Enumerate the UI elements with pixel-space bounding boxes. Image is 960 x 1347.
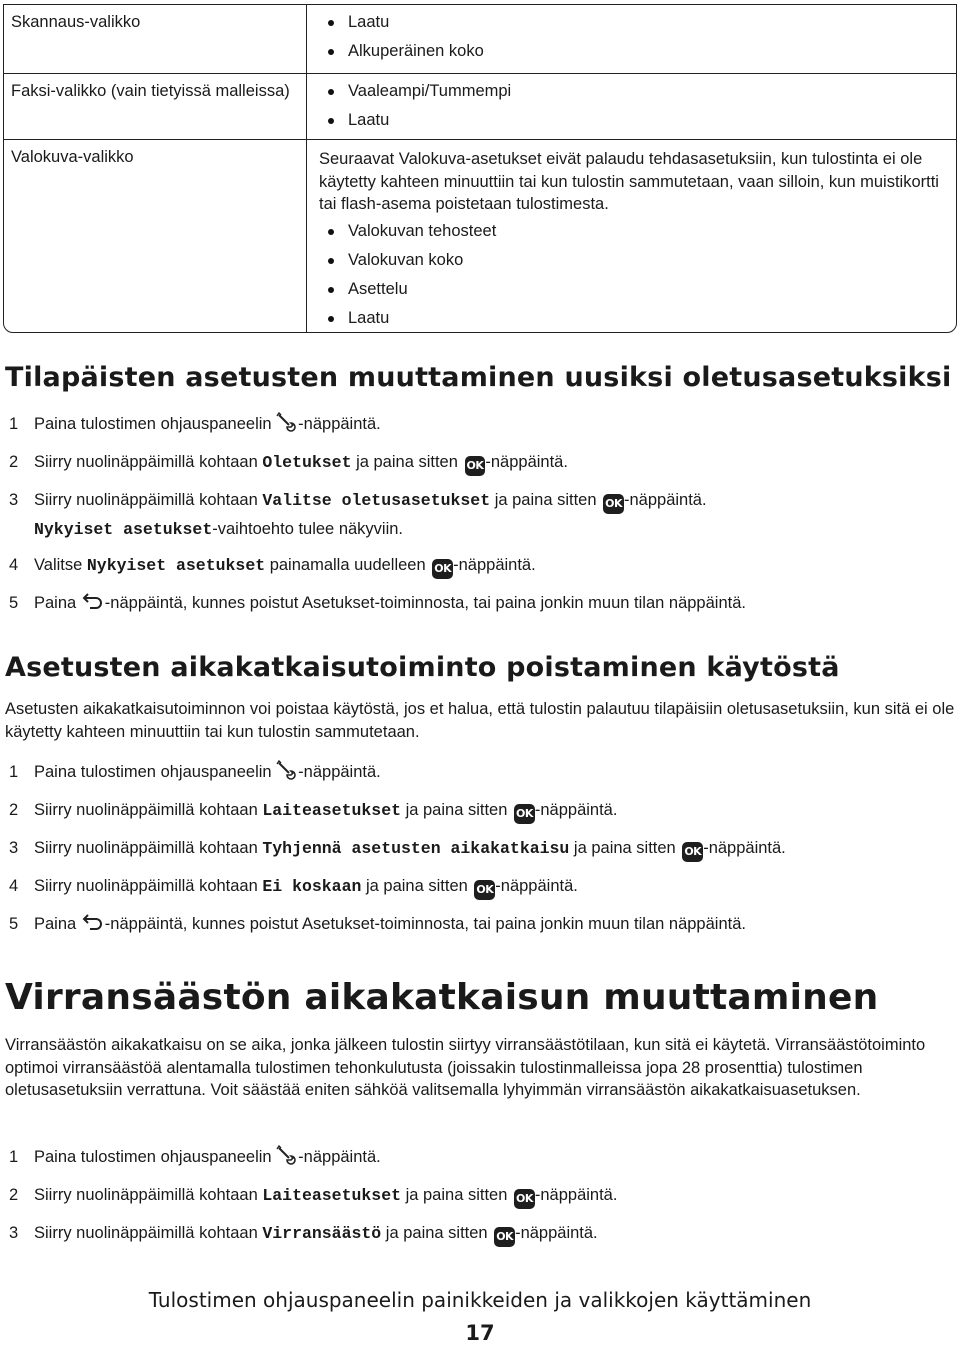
step-item: [9, 760, 960, 798]
step-number: 3: [9, 839, 19, 857]
step-text: -näppäintä.: [515, 1224, 598, 1242]
step-number: 2: [9, 453, 19, 471]
bullet-list: [319, 77, 944, 135]
menu-option: Nykyiset asetukset: [34, 520, 213, 539]
step-item: [9, 798, 960, 836]
step-item: [9, 1145, 960, 1183]
list-item: Laatu: [319, 106, 944, 135]
list-item: Asettelu: [319, 275, 944, 304]
ok-button-icon: OK: [465, 456, 486, 476]
photo-settings-note: Seuraavat Valokuva-asetukset eivät palaudu tehdasasetuksiin, kun tulostinta ei ole käytetty kahteen minuuttiin tai kun tulostin sammutetaan, vaan silloin, kun muistikortti tai flash-asema poistetaan tulostimesta.: [319, 150, 939, 213]
step-list: [9, 412, 960, 629]
step-number: 2: [9, 801, 19, 819]
step-number: 2: [9, 1186, 19, 1204]
step-text: -näppäintä.: [298, 1148, 381, 1166]
step-text: -näppäintä.: [624, 491, 707, 509]
wrench-icon: [276, 1148, 298, 1166]
step-number: 1: [9, 415, 19, 433]
step-number: 5: [9, 594, 19, 612]
step-text: Siirry nuolinäppäimillä kohtaan: [34, 877, 263, 895]
step-text: -näppäintä.: [534, 1186, 618, 1204]
settings-table: [3, 4, 957, 333]
step-item: [9, 450, 960, 488]
menu-option: Laiteasetukset: [262, 1186, 401, 1205]
table-cell-settings: [307, 5, 956, 73]
step-text: ja paina sitten: [490, 491, 602, 509]
step-text: -näppäintä.: [495, 877, 578, 895]
step-text: ja paina sitten: [361, 877, 473, 895]
step-number: 1: [9, 1148, 19, 1166]
step-text: ja paina sitten: [351, 453, 463, 471]
bullet-list: [319, 217, 944, 333]
step-text: -näppäintä, kunnes poistut Asetukset-toiminnosta, tai paina jonkin muun tilan näppäintä.: [104, 594, 746, 612]
ok-button-icon: OK: [432, 559, 453, 579]
table-row: [4, 5, 956, 74]
step-item: [9, 488, 960, 517]
list-item: Laatu: [319, 8, 944, 37]
step-item: [9, 412, 960, 450]
list-item: Vaaleampi/Tummempi: [319, 77, 944, 106]
table-row: [4, 140, 956, 332]
back-arrow-icon: [81, 915, 105, 933]
list-item: Valokuvan tehosteet: [319, 217, 944, 246]
step-text: Siirry nuolinäppäimillä kohtaan: [34, 1186, 263, 1204]
step-text: Paina tulostimen ohjauspaneelin: [34, 1148, 277, 1166]
ok-button-icon: OK: [682, 842, 703, 862]
step-text: Siirry nuolinäppäimillä kohtaan: [34, 839, 263, 857]
menu-option: Tyhjennä asetusten aikakatkaisu: [262, 839, 570, 858]
table-cell-settings: [307, 140, 956, 332]
step-text: Siirry nuolinäppäimillä kohtaan: [34, 491, 263, 509]
step-number: 3: [9, 491, 19, 509]
step-item: [9, 874, 960, 912]
menu-option: Valitse oletusasetukset: [262, 491, 491, 510]
step-text: -näppäintä.: [298, 415, 381, 433]
step-text: painamalla uudelleen: [265, 556, 431, 574]
menu-option: Nykyiset asetukset: [86, 556, 266, 575]
step-text: Valitse: [34, 556, 87, 574]
step-text: -näppäintä, kunnes poistut Asetukset-toiminnosta, tai paina jonkin muun tilan näppäintä.: [104, 915, 746, 933]
step-number: 1: [9, 763, 19, 781]
wrench-icon: [276, 415, 298, 433]
wrench-icon: [276, 763, 298, 781]
ok-button-icon: OK: [603, 494, 624, 514]
step-number: 4: [9, 556, 19, 574]
ok-button-icon: OK: [514, 804, 535, 824]
step-text: -näppäintä.: [703, 839, 786, 857]
step-item: [9, 591, 960, 629]
step-text: Paina: [34, 594, 81, 612]
list-item: Alkuperäinen koko: [319, 37, 944, 66]
section-heading: Virransäästön aikakatkaisun muuttaminen: [5, 977, 879, 1018]
step-text: -näppäintä.: [453, 556, 536, 574]
step-list: [9, 1145, 960, 1259]
step-text: ja paina sitten: [401, 801, 512, 819]
menu-option: Oletukset: [262, 453, 352, 472]
back-arrow-icon: [81, 594, 105, 612]
step-item: [9, 912, 960, 950]
step-item: [9, 553, 960, 591]
table-cell-menu: Valokuva-valikko: [4, 140, 307, 332]
table-cell-settings: [307, 74, 956, 139]
step-text: ja paina sitten: [401, 1186, 512, 1204]
step-text: -vaihtoehto tulee näkyviin.: [212, 520, 404, 538]
menu-option: Virransäästö: [262, 1224, 382, 1243]
list-item: Laatu: [319, 304, 944, 333]
section-intro: Asetusten aikakatkaisutoiminnon voi poistaa käytöstä, jos et halua, että tulostin palautuu tilapäisiin oletusasetuksiin, kun sitä ei ole käytetty kahteen minuuttiin tai kun tulostin sammutetaan.: [5, 700, 955, 741]
ok-button-icon: OK: [514, 1189, 535, 1209]
footer-title: Tulostimen ohjauspaneelin painikkeiden ja valikkojen käyttäminen: [148, 1288, 812, 1312]
step-text: Paina tulostimen ohjauspaneelin: [34, 763, 277, 781]
table-cell-menu: Faksi-valikko (vain tietyissä malleissa): [4, 74, 307, 139]
bullet-list: [319, 8, 944, 66]
section-heading: Tilapäisten asetusten muuttaminen uusiksi oletusasetuksiksi: [5, 362, 952, 393]
step-text: Siirry nuolinäppäimillä kohtaan: [34, 453, 263, 471]
step-item: [9, 1221, 960, 1259]
step-number: 5: [9, 915, 19, 933]
section-intro: Virransäästön aikakatkaisu on se aika, jonka jälkeen tulostin siirtyy virransäästötilaan, kun sitä ei käytetä. Virransäästötoiminto optimoi virransäästöä alentamalla tulostimen tehonkulutusta (joissakin tulostinmalleissa jopa 28 prosenttia) tulostimen oletusasetuksiin verrattuna. Voit säästää eniten sähköä valitsemalla lyhyimmän virransäästön aikakatkaisuasetuksen.: [5, 1036, 926, 1099]
menu-option: Laiteasetukset: [262, 801, 401, 820]
list-item: Valokuvan koko: [319, 246, 944, 275]
step-note: [9, 517, 960, 553]
step-number: 3: [9, 1224, 19, 1242]
section-heading: Asetusten aikakatkaisutoiminto poistaminen käytöstä: [5, 652, 840, 683]
step-text: -näppäintä.: [485, 453, 568, 471]
step-text: ja paina sitten: [569, 839, 681, 857]
step-text: -näppäintä.: [298, 763, 381, 781]
table-cell-menu: Skannaus-valikko: [4, 5, 307, 73]
step-text: Paina: [34, 915, 81, 933]
step-text: Siirry nuolinäppäimillä kohtaan: [34, 801, 263, 819]
table-row: [4, 74, 956, 140]
step-number: 4: [9, 877, 19, 895]
step-list: [9, 760, 960, 950]
step-text: ja paina sitten: [381, 1224, 493, 1242]
step-item: [9, 1183, 960, 1221]
step-text: Siirry nuolinäppäimillä kohtaan: [34, 1224, 263, 1242]
ok-button-icon: OK: [474, 880, 495, 900]
step-text: Paina tulostimen ohjauspaneelin: [34, 415, 277, 433]
step-text: -näppäintä.: [534, 801, 618, 819]
step-item: [9, 836, 960, 874]
ok-button-icon: OK: [494, 1227, 515, 1247]
page-number: 17: [465, 1321, 495, 1345]
menu-option: Ei koskaan: [262, 877, 362, 896]
